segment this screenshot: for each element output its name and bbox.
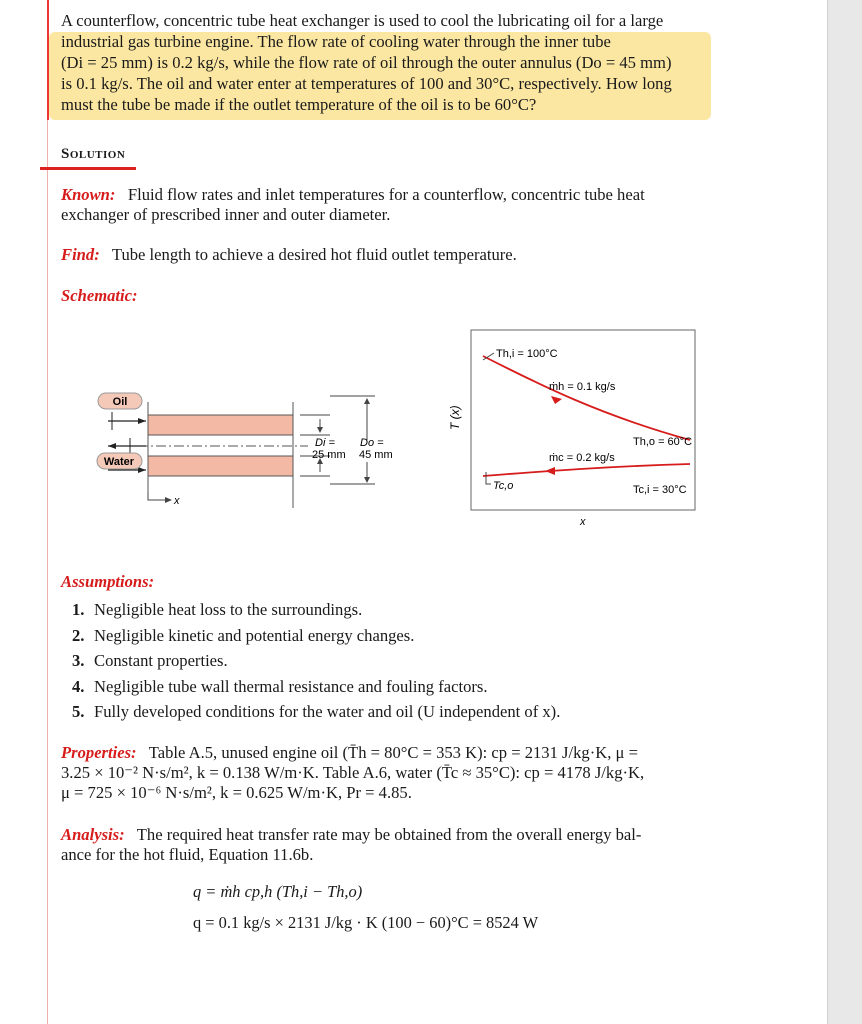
oil-inflow-arrow-top	[138, 418, 146, 424]
di-label: Di =	[315, 437, 335, 449]
mc-label: ṁc = 0.2 kg/s	[549, 452, 615, 464]
hot-fluid-curve	[483, 356, 690, 440]
list-item: 5. Fully developed conditions for the water and oil (U independent of x).	[72, 702, 561, 721]
plot-x-axis-label: x	[580, 516, 586, 528]
analysis-line-1: The required heat transfer rate may be obtained from the overall energy bal-	[136, 825, 642, 844]
problem-line-3: (Di = 25 mm) is 0.2 kg/s, while the flow rate of oil through the outer annulus (Do = 45 mm)	[61, 53, 672, 72]
problem-line-4: is 0.1 kg/s. The oil and water enter at temperatures of 100 and 30°C, respectively. How long	[61, 74, 672, 93]
do-value: 45 mm	[359, 449, 393, 461]
problem-line-2: industrial gas turbine engine. The flow rate of cooling water through the inner tube	[61, 32, 611, 51]
oil-inflow-arrow-bottom	[138, 467, 146, 473]
find-label: Find:	[61, 245, 100, 264]
tco-label: Tc,o	[493, 480, 514, 492]
schematic-label: Schematic:	[61, 286, 138, 305]
assumptions-list	[72, 597, 560, 725]
properties-line-1: Table A.5, unused engine oil (T̄h = 80°C = 353 K): cp = 2131 J/kg·K, μ =	[148, 743, 638, 762]
equation-1: q = ṁh cp,h (Th,i − Th,o)	[193, 882, 363, 901]
hot-flow-arrow	[551, 396, 562, 404]
equation-2: q = 0.1 kg/s × 2131 J/kg · K (100 − 60)°C = 8524 W	[193, 913, 539, 932]
outer-annulus-top	[148, 415, 293, 435]
oil-tag-label: Oil	[112, 396, 128, 408]
problem-line-1: A counterflow, concentric tube heat exchanger is used to cool the lubricating oil for a large	[61, 11, 664, 30]
known-text-2: exchanger of prescribed inner and outer diameter.	[61, 205, 391, 224]
mh-label: ṁh = 0.1 kg/s	[549, 381, 616, 393]
thi-label: Th,i = 100°C	[496, 348, 558, 360]
cold-flow-arrow	[545, 467, 555, 475]
assumptions-heading	[61, 572, 721, 592]
assumptions-label: Assumptions:	[61, 572, 155, 591]
water-flow-arrow	[108, 443, 116, 449]
properties-line-2: 3.25 × 10⁻² N·s/m², k = 0.138 W/m·K. Table A.6, water (T̄c ≈ 35°C): cp = 4178 J/kg·K,	[61, 763, 645, 782]
analysis-label: Analysis:	[61, 825, 125, 844]
properties-section	[61, 743, 721, 803]
tho-label: Th,o = 60°C	[633, 436, 693, 448]
tube-x-axis-label: x	[174, 495, 180, 507]
analysis-line-2: ance for the hot fluid, Equation 11.6b.	[61, 845, 314, 864]
find-text: Tube length to achieve a desired hot fluid outlet temperature.	[111, 245, 517, 264]
cold-fluid-curve	[483, 464, 690, 476]
list-item: 3. Constant properties.	[72, 651, 228, 670]
di-value: 25 mm	[312, 449, 346, 461]
list-item: 4. Negligible tube wall thermal resistance and fouling factors.	[72, 676, 488, 696]
water-tag-label: Water	[103, 456, 135, 468]
list-item: 1. Negligible heat loss to the surroundings.	[72, 600, 363, 619]
properties-label: Properties:	[61, 743, 137, 762]
solution-heading: Solution	[61, 146, 126, 162]
problem-statement	[61, 10, 711, 115]
temperature-axis-label: T (x)	[448, 405, 462, 430]
do-label: Do =	[360, 437, 384, 449]
tci-label: Tc,i = 30°C	[633, 484, 687, 496]
known-text-1: Fluid flow rates and inlet temperatures for a counterflow, concentric tube heat	[127, 185, 645, 204]
known-label: Known:	[61, 185, 116, 204]
analysis-section	[61, 825, 721, 865]
properties-line-3: μ = 725 × 10⁻⁶ N·s/m², k = 0.625 W/m·K, Pr = 4.85.	[61, 783, 412, 802]
problem-line-5: must the tube be made if the outlet temperature of the oil is to be 60°C?	[61, 95, 537, 114]
list-item: 2. Negligible kinetic and potential energy changes.	[72, 625, 415, 645]
outer-annulus-bottom	[148, 456, 293, 476]
